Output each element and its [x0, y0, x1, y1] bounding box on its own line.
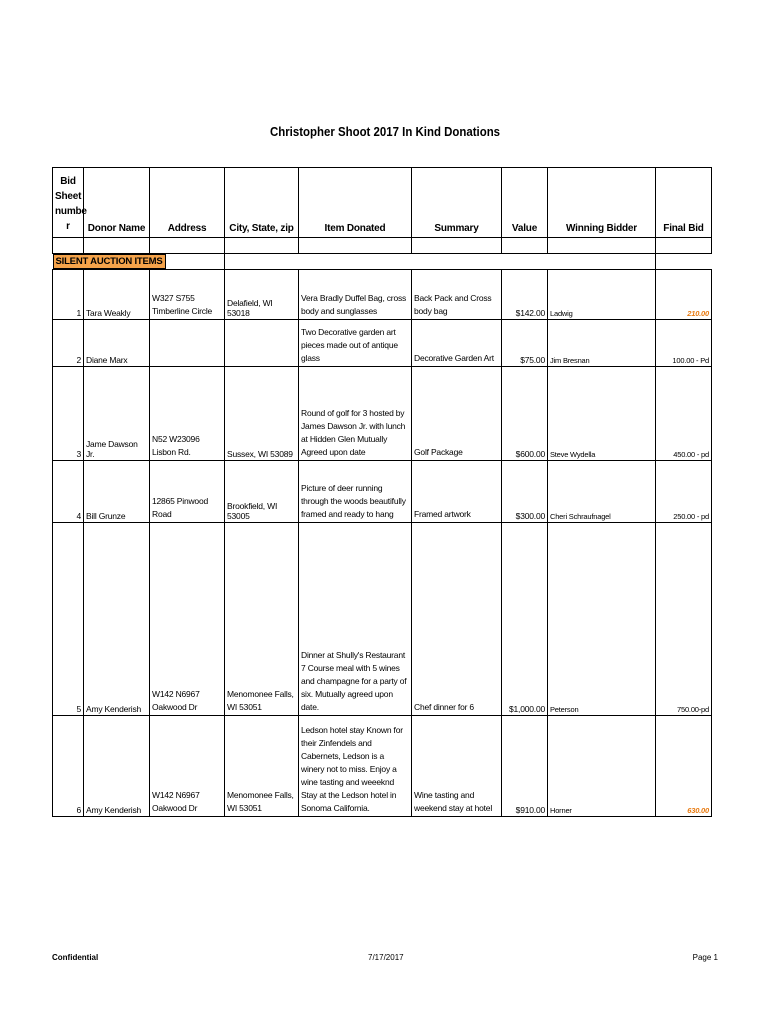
header-value: Value	[502, 168, 548, 238]
spacer-row	[53, 238, 712, 254]
address: N52 W23096 Lisbon Rd.	[150, 367, 225, 461]
summary: Chef dinner for 6	[412, 523, 502, 716]
donor-name: Amy Kenderish	[84, 716, 150, 817]
header-address: Address	[150, 168, 225, 238]
header-summary: Summary	[412, 168, 502, 238]
donor-name: Diane Marx	[84, 320, 150, 367]
value: $1,000.00	[502, 523, 548, 716]
bid-number: 5	[53, 523, 84, 716]
item-donated: Picture of deer running through the woods beautifully framed and ready to hang	[299, 461, 412, 523]
table-row	[53, 367, 712, 461]
address: 12865 Pinwood Road	[150, 461, 225, 523]
header-bid-line: r	[66, 221, 70, 232]
summary: Wine tasting and weekend stay at hotel	[412, 716, 502, 817]
item-donated: Dinner at Shully's Restaurant 7 Course meal with 5 wines and champagne for a party of six. Mutually agreed upon date.	[299, 523, 412, 716]
bid-number: 4	[53, 461, 84, 523]
header-bid-line: numbe	[55, 206, 87, 217]
final-bid: 210.00	[687, 309, 709, 318]
winning-bidder: Jim Bresnan	[548, 320, 656, 367]
footer-date: 7/17/2017	[368, 953, 404, 962]
value: $75.00	[502, 320, 548, 367]
summary: Back Pack and Cross body bag	[412, 270, 502, 320]
final-bid: 750.00-pd	[656, 523, 712, 716]
donor-name: Jame Dawson Jr.	[84, 367, 150, 461]
value: $142.00	[502, 270, 548, 320]
address: W142 N6967 Oakwood Dr	[150, 716, 225, 817]
donations-table	[52, 167, 712, 817]
table-row	[53, 523, 712, 716]
winning-bidder: Horner	[548, 716, 656, 817]
city-state-zip: Menomonee Falls, WI 53051	[225, 523, 299, 716]
final-bid: 630.00	[687, 806, 709, 815]
final-bid: 250.00 - pd	[656, 461, 712, 523]
section-label: SILENT AUCTION ITEMS	[53, 254, 166, 269]
table-row	[53, 320, 712, 367]
summary: Decorative Garden Art	[412, 320, 502, 367]
summary: Golf Package	[412, 367, 502, 461]
page-title: Christopher Shoot 2017 In Kind Donations	[269, 124, 501, 139]
header-bid-sheet-number	[53, 168, 87, 238]
bid-number: 3	[53, 367, 84, 461]
header-item-donated: Item Donated	[299, 168, 412, 238]
table-row	[53, 461, 712, 523]
final-bid: 450.00 - pd	[656, 367, 712, 461]
address	[150, 320, 225, 367]
donor-name: Tara Weakly	[84, 270, 150, 320]
header-row	[53, 168, 712, 238]
item-donated: Two Decorative garden art pieces made out of antique glass	[299, 320, 412, 367]
bid-number: 6	[53, 716, 84, 817]
value: $600.00	[502, 367, 548, 461]
address: W327 S755 Timberline Circle	[150, 270, 225, 320]
city-state-zip: Sussex, WI 53089	[225, 367, 299, 461]
city-state-zip	[225, 320, 299, 367]
header-winning-bidder: Winning Bidder	[548, 168, 656, 238]
header-final-bid: Final Bid	[656, 168, 712, 238]
item-donated: Ledson hotel stay Known for their Zinfendels and Cabernets, Ledson is a winery not to miss. Enjoy a wine tasting and weeeknd Stay at the Ledson hotel in Sonoma California.	[299, 716, 412, 817]
item-donated: Round of golf for 3 hosted by James Dawson Jr. with lunch at Hidden Glen Mutually Agreed upon date	[299, 367, 412, 461]
donor-name: Bill Grunze	[84, 461, 150, 523]
final-bid: 100.00 - Pd	[656, 320, 712, 367]
header-city-state-zip: City, State, zip	[225, 168, 299, 238]
donor-name: Amy Kenderish	[84, 523, 150, 716]
winning-bidder: Peterson	[548, 523, 656, 716]
bid-number: 2	[53, 320, 84, 367]
footer-page-number: Page 1	[692, 953, 718, 962]
table-row	[53, 716, 712, 817]
value: $300.00	[502, 461, 548, 523]
table-row	[53, 270, 712, 320]
address: W142 N6967 Oakwood Dr	[150, 523, 225, 716]
header-bid-line: Sheet	[55, 191, 82, 202]
city-state-zip: Menomonee Falls, WI 53051	[225, 716, 299, 817]
header-donor-name: Donor Name	[84, 168, 150, 238]
winning-bidder: Ladwig	[548, 270, 656, 320]
summary: Framed artwork	[412, 461, 502, 523]
item-donated: Vera Bradly Duffel Bag, cross body and sunglasses	[299, 270, 412, 320]
bid-number: 1	[53, 270, 84, 320]
footer-confidential: Confidential	[52, 953, 99, 962]
winning-bidder: Cheri Schraufnagel	[548, 461, 656, 523]
winning-bidder: Steve Wydella	[548, 367, 656, 461]
city-state-zip: Delafield, WI 53018	[225, 270, 299, 320]
header-bid-line: Bid	[60, 176, 76, 187]
section-row	[53, 254, 712, 270]
city-state-zip: Brookfield, WI 53005	[225, 461, 299, 523]
value: $910.00	[502, 716, 548, 817]
